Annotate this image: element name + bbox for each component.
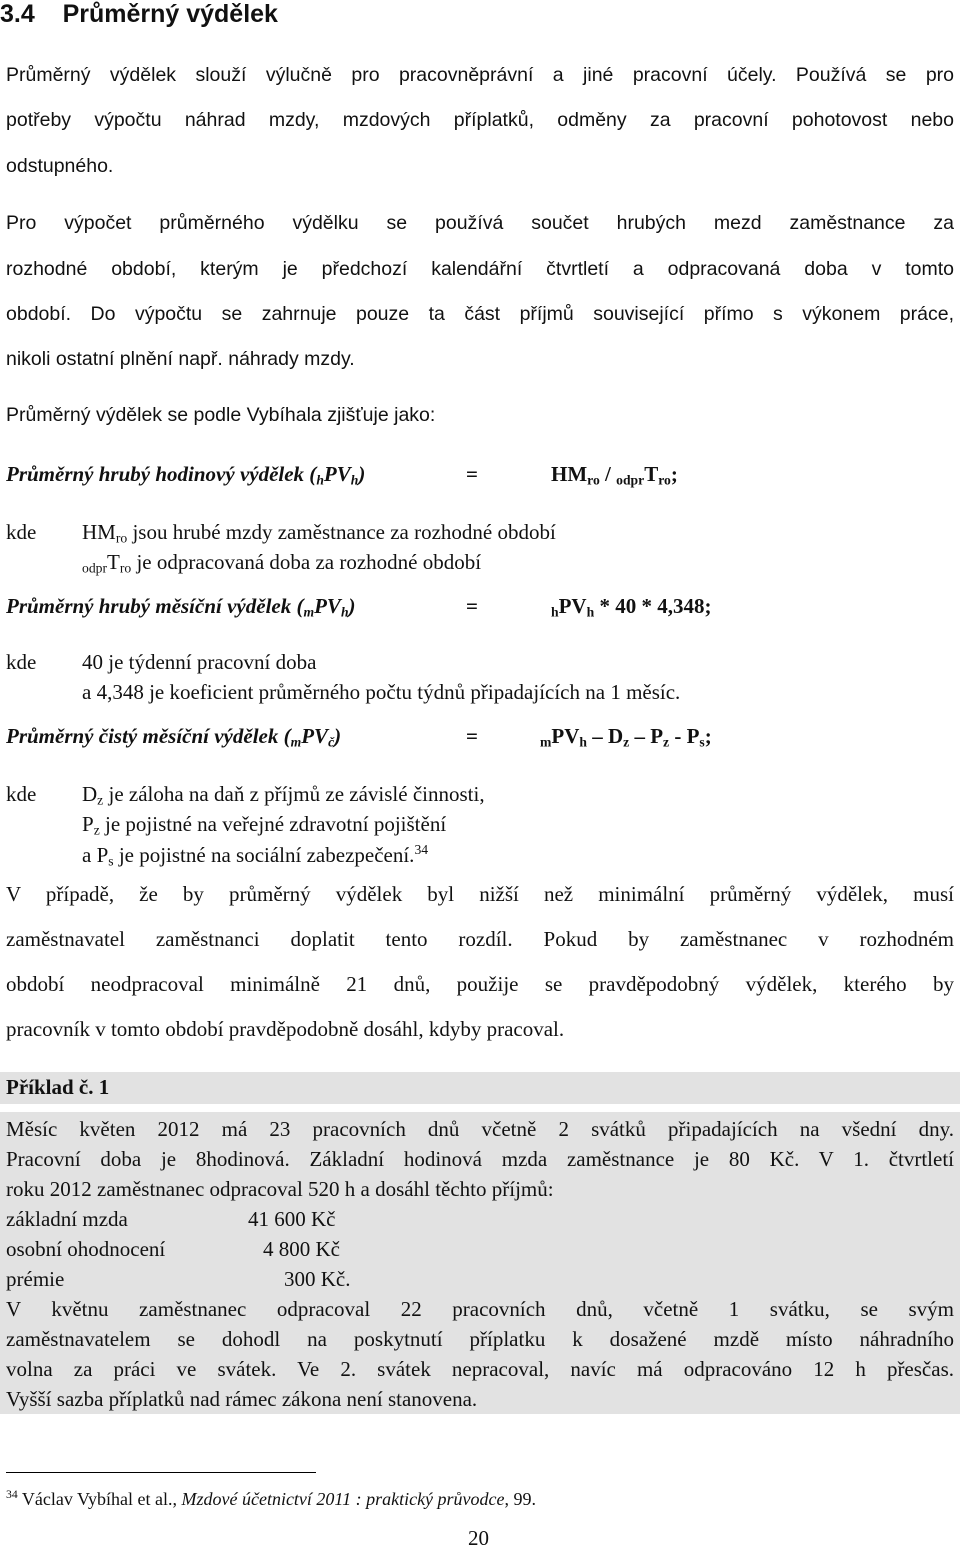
formula-label: Průměrný hrubý hodinový výdělek ( bbox=[6, 462, 317, 486]
text-line: volna za práci ve svátek. Ve 2. svátek nepracoval, navíc má odpracováno 12 h přesčas. bbox=[6, 1357, 954, 1381]
formula-symbol: PV bbox=[558, 594, 587, 618]
definition-2-line-1: 40 je týdenní pracovní doba bbox=[82, 650, 317, 674]
example-line bbox=[6, 1297, 954, 1322]
text-line: V květnu zaměstnanec odpracoval 22 pracovních dnů, včetně 1 svátku, se svým bbox=[6, 1297, 954, 1321]
def-symbol: D bbox=[82, 782, 98, 806]
definition-1-line-2 bbox=[82, 550, 481, 576]
formula-3-label bbox=[6, 724, 341, 750]
definition-2-line-2: a 4,348 je koeficient průměrného počtu týdnů připadajících na 1 měsíc. bbox=[82, 680, 681, 704]
text-line: Pracovní doba je 8hodinová. Základní hodinová mzda zaměstnance je 80 Kč. V 1. čtvrtletí bbox=[6, 1147, 954, 1171]
example-line bbox=[6, 1357, 954, 1382]
formula-label: Průměrný hrubý měsíční výdělek ( bbox=[6, 594, 304, 618]
section-title: Průměrný výdělek bbox=[62, 0, 278, 28]
income-label: prémie bbox=[6, 1267, 65, 1291]
text-line: V případě, že by průměrný výdělek byl nižší než minimální průměrný výdělek, musí bbox=[6, 882, 954, 906]
example-title: Příklad č. 1 bbox=[6, 1075, 110, 1099]
def-sub: z bbox=[97, 792, 104, 808]
paragraph-1-line-2 bbox=[6, 109, 954, 132]
formula-symbol: P bbox=[650, 724, 664, 748]
text-line: odstupného. bbox=[6, 155, 114, 177]
formula-sub: h bbox=[551, 604, 559, 620]
example-line: roku 2012 zaměstnanec odpracoval 520 h a dosáhl těchto příjmů: bbox=[6, 1177, 554, 1201]
income-value: 4 800 Kč bbox=[263, 1237, 340, 1261]
formula-1-label bbox=[6, 462, 365, 488]
formula-sub: m bbox=[290, 734, 302, 750]
formula-op: / bbox=[599, 462, 617, 486]
def-symbol: a P bbox=[82, 843, 109, 868]
paragraph-2 bbox=[6, 212, 954, 235]
text-line: zaměstnavatel zaměstnanci doplatit tento rozdíl. Pokud by zaměstnanec v rozhodném bbox=[6, 927, 954, 951]
kde-label: kde bbox=[6, 650, 37, 674]
text-line: období. Do výpočtu se zahrnuje pouze ta část příjmů související přímo s výkonem práce, bbox=[6, 303, 954, 325]
footnote-ref: 34 bbox=[414, 842, 429, 857]
definition-3-line-3 bbox=[82, 842, 428, 870]
formula-end: ; bbox=[670, 462, 678, 486]
formula-symbol: HM bbox=[551, 462, 588, 486]
formula-symbol: PV bbox=[301, 724, 329, 748]
def-text: je záloha na daň z příjmů ze závislé činnosti, bbox=[103, 782, 485, 806]
formula-sub: s bbox=[699, 734, 705, 750]
paragraph-3: Průměrný výdělek se podle Vybíhala zjišťuje jako: bbox=[6, 404, 436, 426]
income-value: 300 Kč. bbox=[284, 1267, 351, 1291]
def-symbol: HM bbox=[82, 520, 116, 544]
text-line: Měsíc květen 2012 má 23 pracovních dnů včetně 2 svátků připadajících na všední dny. bbox=[6, 1117, 954, 1141]
formula-symbol: PV bbox=[323, 462, 351, 486]
formula-op: – bbox=[586, 724, 608, 748]
formula-sub: h bbox=[586, 604, 595, 620]
formula-1-right bbox=[551, 462, 678, 488]
def-text: je odpracovaná doba za rozhodné období bbox=[131, 550, 482, 574]
formula-symbol: PV bbox=[314, 594, 341, 618]
formula-2-equals: = bbox=[466, 594, 478, 618]
formula-sub: ro bbox=[587, 472, 600, 488]
formula-sub: odpr bbox=[616, 472, 645, 488]
def-text: jsou hrubé mzdy zaměstnance za rozhodné období bbox=[127, 520, 556, 544]
formula-sub: h bbox=[350, 472, 359, 488]
paragraph-4-line-2 bbox=[6, 927, 954, 952]
formula-sub: h bbox=[316, 472, 324, 488]
formula-symbol: T bbox=[644, 462, 659, 486]
text-line: zaměstnavatelem se dohodl na poskytnutí příplatku k dosažené mzdě místo náhradního bbox=[6, 1327, 954, 1351]
formula-sub: z bbox=[623, 734, 630, 750]
income-label: základní mzda bbox=[6, 1207, 128, 1231]
example-line bbox=[6, 1147, 954, 1172]
definition-3-line-2 bbox=[82, 812, 446, 838]
text-line: potřeby výpočtu náhrad mzdy, mzdových příplatků, odměny za pracovní pohotovost nebo bbox=[6, 109, 954, 131]
page-number: 20 bbox=[468, 1526, 489, 1550]
def-text: je pojistné na sociální zabezpečení. bbox=[113, 843, 415, 868]
formula-sub: ro bbox=[658, 472, 671, 488]
formula-paren: ) bbox=[358, 462, 366, 486]
def-sub: ro bbox=[115, 530, 128, 546]
example-line bbox=[6, 1327, 954, 1352]
formula-symbol: D bbox=[607, 724, 624, 748]
text-line: rozhodné období, kterým je předchozí kalendářní čtvrtletí a odpracovaná doba v tomto bbox=[6, 258, 954, 280]
footnote-author: Václav Vybíhal et al., bbox=[17, 1489, 182, 1510]
income-value: 41 600 Kč bbox=[248, 1207, 336, 1231]
section-heading bbox=[0, 0, 278, 29]
formula-sub: h bbox=[340, 604, 349, 620]
definition-1-line-1 bbox=[82, 520, 556, 546]
formula-sub: m bbox=[540, 734, 552, 750]
definition-3-line-1 bbox=[82, 782, 485, 808]
formula-sub: m bbox=[303, 604, 315, 620]
formula-3-equals: = bbox=[466, 724, 478, 748]
formula-2-right bbox=[551, 594, 711, 620]
example-line: Vyšší sazba příplatků nad rámec zákona není stanovena. bbox=[6, 1387, 478, 1411]
formula-rest: * 40 * 4,348; bbox=[594, 594, 712, 618]
def-sub: odpr bbox=[82, 560, 108, 576]
formula-sub: č bbox=[328, 734, 335, 750]
formula-2-label bbox=[6, 594, 356, 620]
def-symbol: P bbox=[82, 812, 94, 836]
text-line: Pro výpočet průměrného výdělku se používá součet hrubých mezd zaměstnance za bbox=[6, 212, 954, 234]
def-symbol: T bbox=[107, 550, 120, 574]
formula-3-right bbox=[540, 724, 712, 750]
footnote-separator bbox=[6, 1472, 316, 1473]
formula-op: – bbox=[629, 724, 651, 748]
kde-label: kde bbox=[6, 520, 37, 544]
def-sub: s bbox=[108, 853, 114, 869]
section-number: 3.4 bbox=[0, 0, 35, 28]
paragraph-1 bbox=[6, 64, 954, 87]
paragraph-2-line-3 bbox=[6, 303, 954, 326]
income-label: osobní ohodnocení bbox=[6, 1237, 166, 1261]
formula-sub: h bbox=[579, 734, 587, 750]
example-line bbox=[6, 1117, 954, 1142]
text-line: Průměrný výdělek slouží výlučně pro pracovněprávní a jiné pracovní účely. Používá se pro bbox=[6, 64, 954, 86]
formula-symbol: P bbox=[686, 724, 700, 748]
footnote-title: Mzdové účetnictví 2011 : praktický průvodce bbox=[181, 1489, 505, 1510]
def-text: je pojistné na veřejné zdravotní pojištění bbox=[99, 812, 447, 836]
kde-label: kde bbox=[6, 782, 37, 806]
text-line: pracovník v tomto období pravděpodobně dosáhl, kdyby pracoval. bbox=[6, 1017, 565, 1041]
text-line: období neodpracoval minimálně 21 dnů, použije se pravděpodobný výdělek, kterého by bbox=[6, 972, 954, 996]
footnote-page: , 99. bbox=[504, 1489, 537, 1510]
formula-paren: ) bbox=[334, 724, 342, 748]
formula-symbol: PV bbox=[551, 724, 580, 748]
formula-label: Průměrný čistý měsíční výdělek ( bbox=[6, 724, 291, 748]
formula-op: - bbox=[669, 724, 687, 748]
paragraph-4-line-3 bbox=[6, 972, 954, 997]
footnote-mark: 34 bbox=[6, 1488, 18, 1501]
formula-paren: ) bbox=[348, 594, 356, 618]
def-sub: z bbox=[93, 822, 100, 838]
formula-sub: z bbox=[663, 734, 670, 750]
footnote bbox=[6, 1488, 536, 1510]
paragraph-2-line-2 bbox=[6, 258, 954, 281]
def-sub: ro bbox=[119, 560, 132, 576]
example-title-shade bbox=[0, 1072, 960, 1104]
formula-1-equals: = bbox=[466, 462, 478, 486]
text-line: nikoli ostatní plnění např. náhrady mzdy. bbox=[6, 348, 355, 370]
paragraph-4 bbox=[6, 882, 954, 907]
formula-end: ; bbox=[704, 724, 712, 748]
